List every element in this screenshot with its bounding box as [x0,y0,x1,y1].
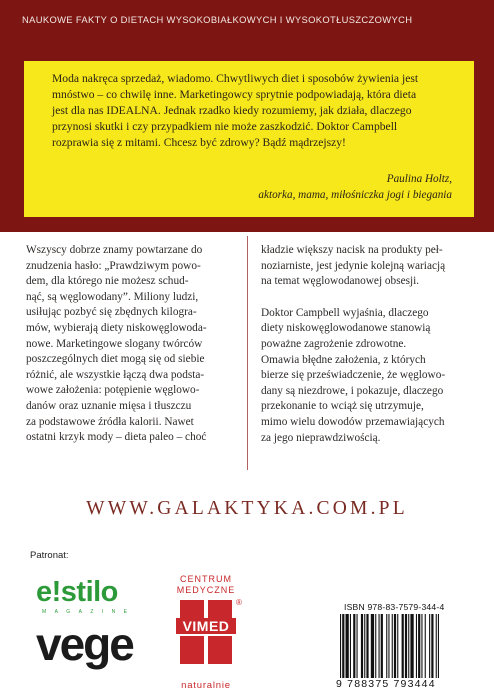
body-line: bierze się przeświadczenie, że węglowo- [261,369,446,382]
quote-line: Moda nakręca sprzedaż, wiadomo. Chwytliwych diet i sposobów żywienia jest [52,72,419,85]
body-line: znudzenia hasło: „Prawdziwym powo- [26,259,201,272]
body-line: na temat węglowodanowej obsesji. [261,275,420,288]
body-line: różnić, ale wszystkie łączą dwa podsta- [26,368,205,381]
quote-box [24,61,474,217]
patronage-label: Patronat: [30,550,69,561]
body-line: Omawia błędne założenia, z których [261,353,426,366]
estilo-logo: e!stilo [36,576,118,608]
body-line: usiłując pozbyć się zbędnych kilogra- [26,306,197,319]
registered-mark: ® [236,598,242,607]
vimed-logo-top [176,574,236,596]
body-line: mów, wybierają diety niskowęglowoda- [26,321,207,334]
vege-logo: vege [36,618,133,670]
body-line: ostatni krzyk mody – dieta paleo – choć [26,431,207,444]
body-line: wowe założenia: potępienie węglowo- [26,384,200,397]
quote-author [258,171,452,203]
body-line: mimo wielu dowodów przemawiających [261,415,445,428]
cover-tagline: NAUKOWE FAKTY O DIETACH WYSOKOBIAŁKOWYCH I WYSOKOTŁUSZCZOWYCH [22,14,413,25]
body-line: poszczególnych diet mogą się od siebie [26,353,205,366]
body-line: dem, dla którego nie możesz schud- [26,275,189,288]
vimed-logo-name: VIMED [176,618,236,634]
body-line: za podstawowe źródła kalorii. Nawet [26,415,194,428]
body-line: danów oraz uznanie mięsa i tłuszczu [26,399,192,412]
vimed-logo-tagline: naturalnie [181,680,231,691]
vimed-logo-top-line: CENTRUM [180,574,232,584]
body-line: noziarniste, jest jedynie kolejną wariacją [261,259,446,272]
vimed-logo [176,574,236,694]
quote-line: przynosi skutki i czy przypadkiem nie może zaszkodzić. Doktor Campbell [52,120,398,133]
column-divider [247,236,248,470]
body-column-right [261,243,471,446]
body-line: diety niskowęglowodanowe stanowią [261,322,431,335]
body-paragraph [261,306,471,446]
quote-line: mnóstwo – co chwilę inne. Marketingowcy sprytnie podpowiadają, która dieta [52,88,417,101]
barcode-icon [336,614,474,678]
body-line: nąć, są węglowodany”. Miliony ludzi, [26,290,199,303]
publisher-website: WWW.GALAKTYKA.COM.PL [86,498,408,519]
body-line: nowe. Marketingowe slogany twórców [26,337,203,350]
quote-line: rozprawia się z mitami. Chcesz być zdrowy? Bądź mądrzejszy! [52,136,346,149]
quote-author-description: aktorka, mama, miłośniczka jogi i biegania [258,189,452,201]
quote-author-name: Paulina Holtz, [386,173,452,185]
body-line: za jego nieprawdziwością. [261,431,381,444]
quote-line: jest dla nas IDEALNA. Jednak rzadko kiedy rozumiemy, jak działa, dlaczego [52,104,412,117]
body-line: kładzie większy nacisk na produkty peł- [261,244,443,256]
estilo-logo-subtitle: MAGAZINE [42,609,136,615]
quote-text [52,71,452,151]
body-line: dany są niezdrowe, i pokazuje, dlaczego [261,384,444,397]
isbn-label: ISBN 978-83-7579-344-4 [344,602,445,612]
body-paragraph [261,243,471,290]
body-column-left [26,243,238,446]
body-line: Wszyscy dobrze znamy powtarzane do [26,244,203,256]
body-line: przekonanie to wciąż się utrzymuje, [261,400,424,413]
barcode-digits: 9 788375 793444 [336,678,436,690]
body-line: Doktor Campbell wyjaśnia, dlaczego [261,306,429,319]
vimed-logo-top-line: MEDYCZNE [176,585,236,595]
body-line: poważne zagrożenie zdrowotne. [261,337,407,350]
